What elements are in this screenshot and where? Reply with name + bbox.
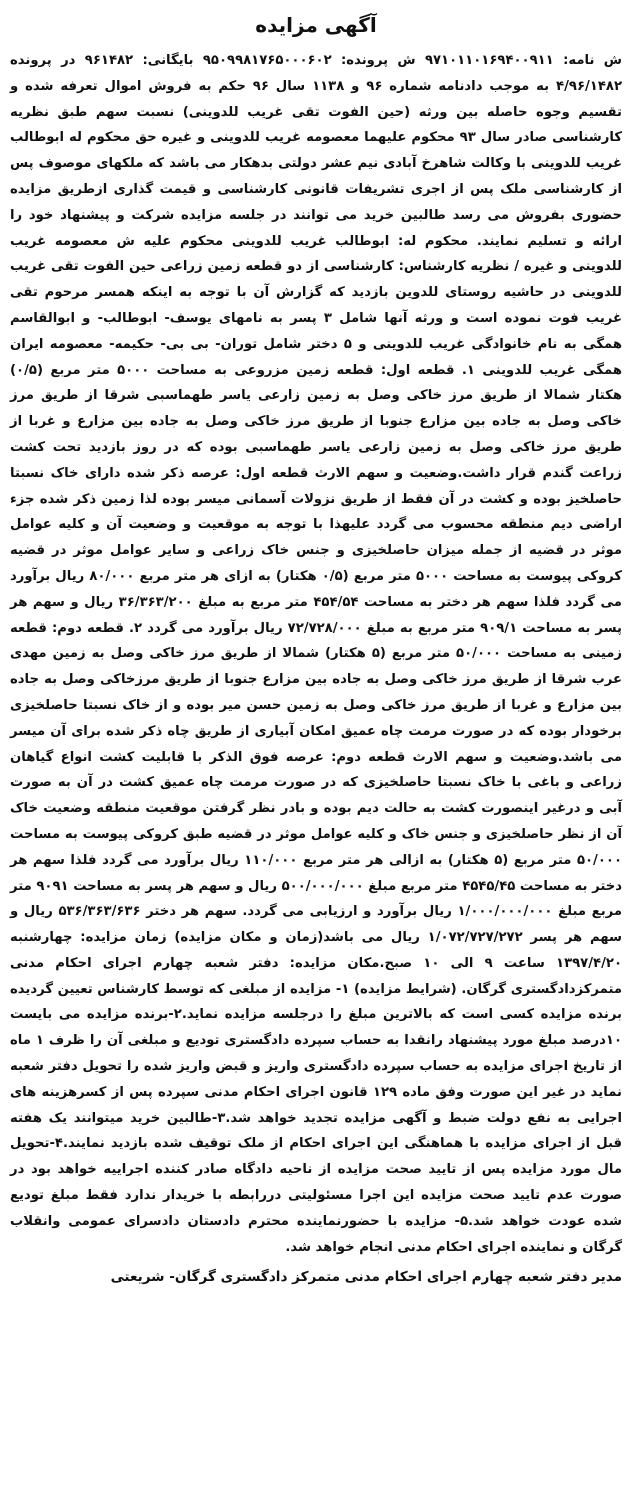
notice-signature: مدیر دفتر شعبه چهارم اجرای احکام مدنی متمرکز دادگستری گرگان- شریعتی	[110, 1269, 622, 1286]
notice-title: آگهی مزایده	[255, 13, 377, 37]
notice-body: ش نامه: ۹۷۱۰۱۱۰۱۶۹۴۰۰۹۱۱ ش پرونده: ۹۵۰۹۹۸۱۷۶۵۰۰۰۶۰۲ بایگانی: ۹۶۱۴۸۲ در پرونده ۴/۹۶/۱۴۸۲ به موجب دادنامه شماره ۹۶ و ۱۱۳۸ سال ۹۶ حکم به فروش اموال تعرفه شده و تقسیم وجوه حاصله بین ورثه (حین الفوت تقی غریب للدوینی) نسبت سهم طبق نظریه کارشناسی صادر سال ۹۳ محکوم علیهما معصومه غریب للدوینی و غیره حق محکوم له ابوطالب غریب للدوینی با وکالت شاهرخ آبادی نیم عشر دولتی بدهکار می باشد که ملکهای موصوف پس از کارشناسی ملک پس از اجری تشریفات قانونی کارشناسی و قیمت گذاری ازطریق مزایده حضوری بفروش می رسد طالبین خرید می توانند در جلسه مزایده شرکت و پیشنهاد خود را ارائه و تسلیم نمایند. محکوم له: ابوطالب غریب للدوینی محکوم علیه ش معصومه غریب للدوینی و غیره / نظریه کارشناس: کارشناسی از دو قطعه زمین زراعی حین الفوت تقی غریب للدوینی در حاشیه روستای للدوین بازدید که گزارش آن با توجه به اینکه همسر مرحوم تقی غریب فوت نموده است و ورثه آنها شامل ۳ پسر به نامهای یوسف- ابوطالب- و ابوالقاسم همگی به نام خانوادگی غریب للدوینی و ۵ دختر شامل توران- بی بی- حکیمه- معصومه ایران همگی غریب للدوینی ۱. قطعه اول: قطعه زمین مزروعی به مساحت ۵۰۰۰ متر مربع (۰/۵) هکتار شمالا از طریق مرز خاکی وصل به زمین زارعی یاسر طهماسبی شرقا از طریق مرز خاکی وصل به جاده بین مزارع جنوبا از طریق مرز خاکی وصل به جاده بین مزارع و غربا از طریق مرز خاکی وصل به زمین زارعی یاسر طهماسبی بوده که در روز بازدید تحت کشت زراعت گندم قرار داشت.وضعیت و سهم الارث قطعه اول: عرصه ذکر شده دارای خاک نسبتا حاصلخیز بوده و کشت در آن فقط از طریق نزولات آسمانی میسر بوده لذا زمین ذکر شده جزء اراضی دیم منطقه محسوب می گردد علیهذا با توجه به موقعیت و وضعیت آن و کلیه عوامل موثر در قضیه از جمله میزان حاصلخیزی و جنس خاک زراعی و سایر عوامل موثر در قضیه کروکی پیوست به مساحت ۵۰۰۰ متر مربع (۰/۵ هکتار) به ازای هر متر مربع ۸۰/۰۰۰ ریال برآورد می گردد فلذا سهم هر دختر به مساحت ۴۵۴/۵۴ متر مربع به مبلغ ۳۶/۳۶۳/۲۰۰ ریال و سهم هر پسر به مساحت ۹۰۹/۱ متر مربع به مبلغ ۷۲/۷۲۸/۰۰۰ ریال برآورد می گردد ۲. قطعه دوم: قطعه زمینی به مساحت ۵۰/۰۰۰ متر مربع (۵ هکتار) شمالا از طریق مرز خاکی وصل به زمین مهدی عرب شرقا از طریق مرز خاکی وصل به جاده بین مزارع جنوبا از طریق مرزخاکی وصل به جاده بین مزارع و غربا از طریق مرز خاکی وصل به زمین حسن میر بوده و از خاک نسبتا حاصلخیزی برخودار بوده که در صورت مرمت چاه عمیق امکان آبیاری از طریق چاه ذکر شده برای آن میسر می باشد.وضعیت و سهم الارث قطعه دوم: عرصه فوق الذکر با قابلیت کشت انواع گیاهان زراعی و باغی با خاک نسبتا حاصلخیزی که در صورت مرمت چاه عمیق کشت در آن به صورت آبی و درغیر اینصورت کشت به حالت دیم بوده و بادر نظر گرفتن موقعیت منطقه وضعیت خاک آن از نظر حاصلخیزی و جنس خاک و کلیه عوامل موثر در قضیه طبق کروکی پیوست به مساحت ۵۰/۰۰۰ متر مربع (۵ هکتار) به ازالی هر متر مربع ۱۱۰/۰۰۰ ریال برآورد می گردد فلذا سهم هر دختر به مساحت ۴۵۴۵/۴۵ متر مربع مبلغ ۵۰۰/۰۰۰/۰۰۰ ریال و سهم هر پسر به مساحت ۹۰۹۱ متر مربع مبلغ ۱/۰۰۰/۰۰۰/۰۰۰ ریال برآورد و ارزیابی می گردد. سهم هر دختر ۵۳۶/۳۶۳/۶۳۶ ریال و سهم هر پسر ۱/۰۷۲/۷۲۷/۲۷۲ ریال می باشد(زمان و مکان مزایده) زمان مزایده: چهارشنبه ۱۳۹۷/۴/۲۰ ساعت ۹ الی ۱۰ صبح.مکان مزایده: دفتر شعبه چهارم اجرای احکام مدنی متمرکزدادگستری گرگان. (شرایط مزایده) ۱- مزایده از مبلغی که توسط کارشناس تعیین گردیده برنده مزایده کسی است که بالاترین مبلغ را درجلسه مزایده نماید.۲-برنده مزایده می بایست ۱۰درصد مبلغ مورد پیشنهاد رانقدا به حساب سپرده دادگستری توديع و مبلغی آن را ظرف ۱ ماه از تاریخ اجرای مزایده به حساب سپرده دادگستری واریز و قبض واریز شده را تحویل دفتر شعبه نماید در غیر این صورت وفق ماده ۱۲۹ قانون اجرای احکام مدنی سپرده پس از کسرهزینه های اجرایی به نفع دولت ضبط و آگهی مزایده تجدید خواهد شد.۳-طالبین خرید میتوانند یک هفته قبل از اجرای مزایده با هماهنگی این اجرای احکام از ملک توقیف شده بازدید نمایند.۴-تحویل مال مورد مزایده پس از تایید صحت مزایده از ناحیه دادگاه صادر کننده اجراییه خواهد بود در صورت عدم تایید صحت مزایده این اجرا مسئولیتی دررابطه با خریدار ندارد فقط مبلغ توديع شده عودت خواهد شد.۵- مزایده با حضورنماینده محترم دادستان دادسرای عمومی وانقلاب گرگان و نماینده اجرای احکام مدنی انجام خواهد شد.	[10, 53, 623, 1255]
